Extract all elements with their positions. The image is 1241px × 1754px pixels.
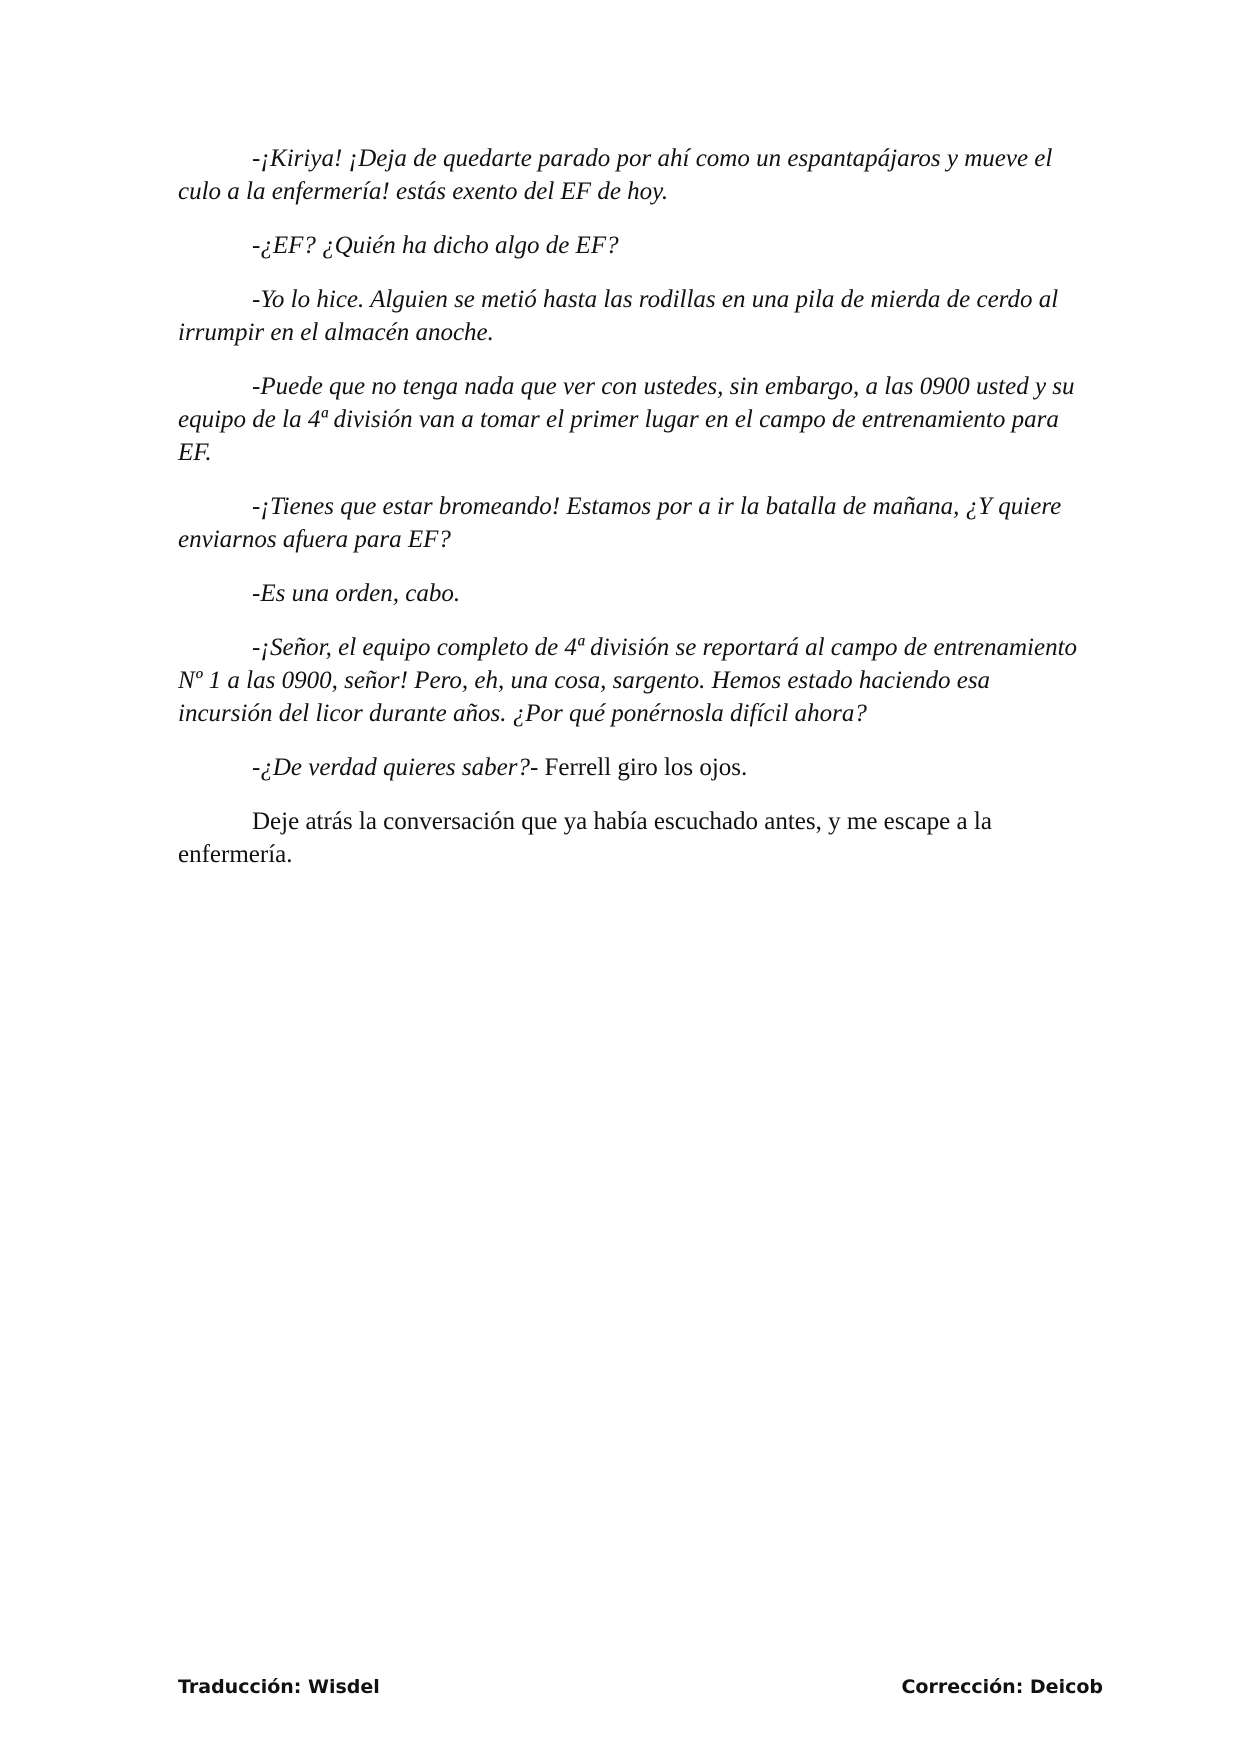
paragraph-6: -Es una orden, cabo. bbox=[252, 580, 461, 607]
paragraph-5: -¡Tienes que estar bromeando! Estamos por a ir la batalla de mañana, ¿Y quiere enviarnos afuera para EF? bbox=[178, 493, 1062, 553]
paragraph-9: Deje atrás la conversación que ya había escuchado antes, y me escape a la enfermería. bbox=[178, 808, 992, 868]
paragraph-3: -Yo lo hice. Alguien se metió hasta las rodillas en una pila de mierda de cerdo al irrumpir en el almacén anoche. bbox=[178, 286, 1059, 346]
paragraph-7: -¡Señor, el equipo completo de 4ª división se reportará al campo de entrenamiento Nº 1 a las 0900, señor! Pero, eh, una cosa, sargento. Hemos estado haciendo esa incursión del licor durante años. ¿Por qué ponérnosla difícil ahora? bbox=[178, 634, 1078, 727]
translation-credit: Traducción: Wisdel bbox=[178, 1676, 380, 1698]
document-body bbox=[178, 142, 1083, 892]
paragraph-2: -¿EF? ¿Quién ha dicho algo de EF? bbox=[252, 232, 619, 259]
paragraph-8: -¿De verdad quieres saber?- Ferrell giro los ojos. bbox=[252, 754, 748, 781]
paragraph-4: -Puede que no tenga nada que ver con ustedes, sin embargo, a las 0900 usted y su equipo de la 4ª división van a tomar el primer lugar en el campo de entrenamiento para EF. bbox=[178, 373, 1075, 466]
paragraph-1: -¡Kiriya! ¡Deja de quedarte parado por ahí como un espantapájaros y mueve el culo a la enfermería! estás exento del EF de hoy. bbox=[178, 145, 1053, 205]
correction-credit: Corrección: Deicob bbox=[901, 1676, 1103, 1698]
